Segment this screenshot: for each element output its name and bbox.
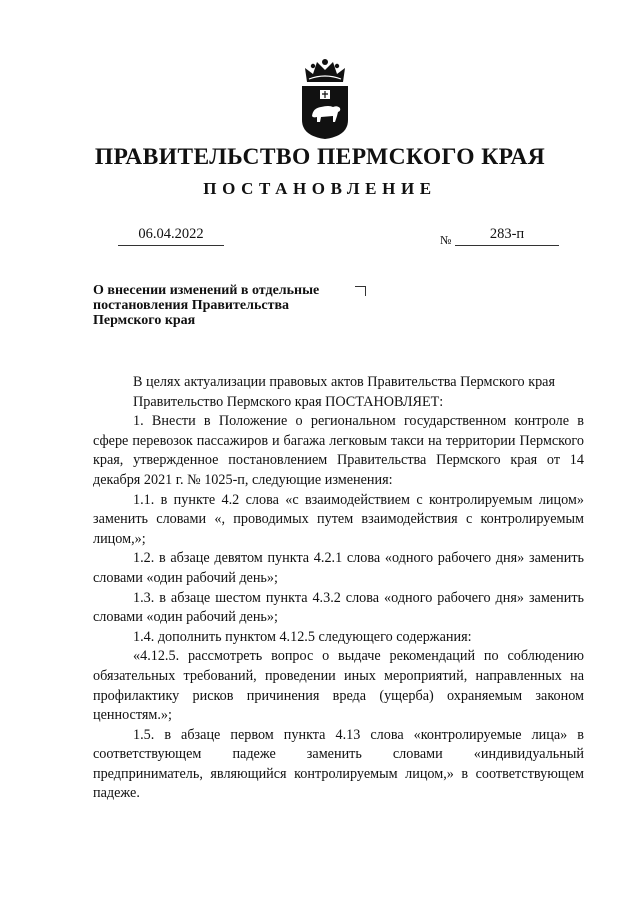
subject-line: Пермского края <box>93 313 196 328</box>
subject-line: О внесении изменений в отдельные <box>93 283 320 298</box>
number-label: № <box>440 233 452 247</box>
body-paragraph: 1.2. в абзаце девятом пункта 4.2.1 слова «одного рабочего дня» заменить словами «один рабочий день»; <box>93 550 584 586</box>
body-paragraph: 1.3. в абзаце шестом пункта 4.3.2 слова «одного рабочего дня» заменить словами «один рабочий день»; <box>93 589 584 626</box>
body-paragraph: 1. Внести в Положение о региональном государственном контроле в сфере перевозок пассажиров и багажа легковым такси на территории Пермского края, утвержденное постановлением Правительства Пермского края от 14 декабря 2021 г. № 1025-п, следующие изменения: <box>93 413 584 488</box>
body-paragraph: Правительство Пермского края ПОСТАНОВЛЯЕТ: <box>133 393 444 410</box>
coat-of-arms-emblem <box>299 58 351 140</box>
document-body <box>93 373 584 804</box>
subject-corner-mark <box>355 286 366 296</box>
document-subject <box>93 283 353 328</box>
body-paragraph: В целях актуализации правовых актов Правительства Пермского края <box>133 374 555 390</box>
document-type-title: ПОСТАНОВЛЕНИЕ <box>203 179 437 198</box>
body-paragraph: 1.1. в пункте 4.2 слова «с взаимодействием с контролируемым лицом» заменить словами «, проводимых путем взаимодействия с контролируемым лицом,»; <box>93 491 584 547</box>
body-paragraph: 1.5. в абзаце первом пункта 4.13 слова «контролируемые лица» в соответствующем падеже заменить словами «индивидуальный предприниматель, являющийся контролируемым лицом,» в соответствующем падеже. <box>93 726 584 802</box>
subject-line: постановления Правительства <box>93 298 289 313</box>
government-title: ПРАВИТЕЛЬСТВО ПЕРМСКОГО КРАЯ <box>94 144 546 170</box>
body-paragraph: 1.4. дополнить пунктом 4.12.5 следующего содержания: <box>133 628 472 645</box>
document-date: 06.04.2022 <box>118 226 224 246</box>
body-paragraph: «4.12.5. рассмотреть вопрос о выдаче рекомендаций по соблюдению обязательных требований, проведении иных мероприятий, направленных на профилактику рисков причинения вреда (ущерба) охраняемым законом ценностям.»; <box>93 648 584 724</box>
document-number: 283-п <box>455 226 559 246</box>
